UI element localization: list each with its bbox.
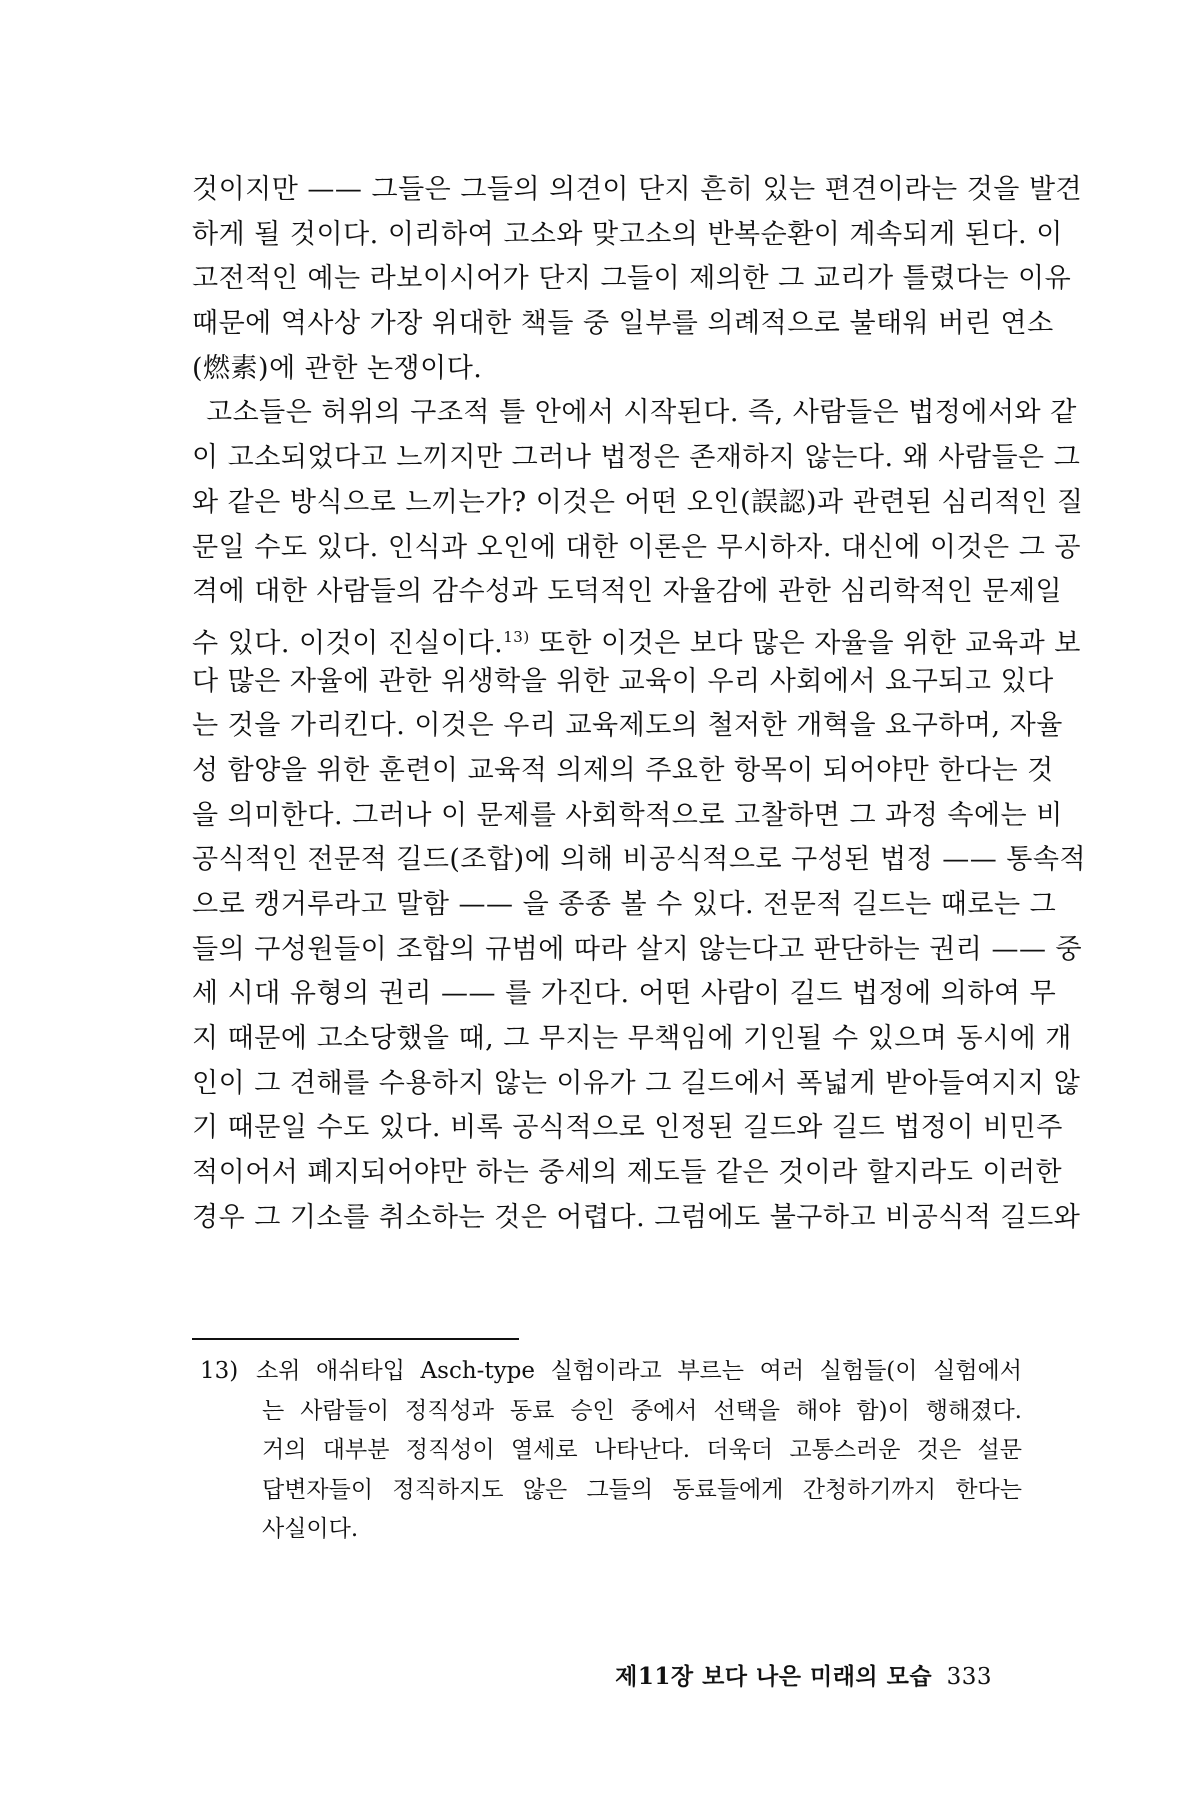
footnote-line-3: 거의 대부분 정직성이 열세로 나타난다. 더욱더 고통스러운 것은 설문 (262, 1437, 1022, 1463)
text-line-12: 다 많은 자율에 관한 위생학을 위한 교육이 우리 사회에서 요구되고 있다 (192, 665, 1054, 697)
footnote-text-1: 소위 애쉬타입 Asch-type 실험이라고 부르는 여러 실험들(이 실험에서 (256, 1358, 1022, 1384)
footnote-line-2: 는 사람들이 정직성과 동료 승인 중에서 선택을 해야 함)이 행해졌다. (262, 1397, 1022, 1424)
text-line-14: 성 함양을 위한 훈련이 교육적 의제의 주요한 항목이 되어야만 한다는 것 (192, 754, 1054, 786)
text-line-15: 을 의미한다. 그러나 이 문제를 사회학적으로 고찰하면 그 과정 속에는 비 (192, 799, 1063, 831)
main-text-block (192, 168, 1087, 1241)
text-line-11-end: 또한 이것은 보다 많은 자율을 위한 교육과 보 (529, 627, 1081, 659)
text-line-17: 으로 캥거루라고 말함 —— 을 종종 볼 수 있다. 전문적 길드는 때로는 그 (192, 889, 1057, 920)
footnote-reference[interactable]: 13) (503, 627, 530, 646)
page-number: 333 (946, 1664, 992, 1690)
footnote-line-1 (200, 1352, 1022, 1392)
footnote-separator (192, 1338, 519, 1340)
text-line-22: 기 때문일 수도 있다. 비록 공식적으로 인정된 길드와 길드 법정이 비민주 (192, 1112, 1063, 1144)
text-line-21: 인이 그 견해를 수용하지 않는 이유가 그 길드에서 폭넓게 받아들여지지 않 (192, 1067, 1081, 1099)
text-line-20: 지 때문에 고소당했을 때, 그 무지는 무책임에 기인될 수 있으며 동시에 개 (192, 1023, 1072, 1055)
text-line-10: 격에 대한 사람들의 감수성과 도덕적인 자율감에 관한 심리학적인 문제일 (192, 576, 1063, 608)
text-line-11-start: 수 있다. 이것이 진실이다. (192, 627, 504, 659)
text-line-4: 때문에 역사상 가장 위대한 책들 중 일부를 의례적으로 불태워 버린 연소 (192, 308, 1054, 340)
footnote-number: 13) (200, 1358, 239, 1384)
text-line-3: 고전적인 예는 라보이시어가 단지 그들이 제의한 그 교리가 틀렸다는 이유 (192, 263, 1072, 295)
text-line-2: 하게 될 것이다. 이리하여 고소와 맞고소의 반복순환이 계속되게 된다. 이 (192, 218, 1063, 250)
footnote-line-4: 답변자들이 정직하지도 않은 그들의 동료들에게 간청하기까지 한다는 (262, 1476, 1022, 1503)
text-line-24: 경우 그 기소를 취소하는 것은 어렵다. 그럼에도 불구하고 비공식적 길드와 (192, 1201, 1081, 1233)
footnote-line-5: 사실이다. (262, 1516, 359, 1542)
text-line-23: 적이어서 폐지되어야만 하는 중세의 제도들 같은 것이라 할지라도 이러한 (192, 1157, 1063, 1189)
text-line-7: 이 고소되었다고 느끼지만 그러나 법정은 존재하지 않는다. 왜 사람들은 그 (192, 442, 1081, 474)
footnote-block (200, 1352, 1022, 1550)
chapter-title: 제11장 보다 나은 미래의 모습 (615, 1663, 933, 1690)
text-line-9: 문일 수도 있다. 인식과 오인에 대한 이론은 무시하자. 대신에 이것은 그 공 (192, 531, 1081, 563)
text-line-13: 는 것을 가리킨다. 이것은 우리 교육제도의 철저한 개혁을 요구하며, 자율 (192, 710, 1063, 742)
text-line-19: 세 시대 유형의 권리 —— 를 가진다. 어떤 사람이 길드 법정에 의하여 무 (192, 978, 1057, 1010)
text-line-16: 공식적인 전문적 길드(조합)에 의해 비공식적으로 구성된 법정 —— 통속적 (192, 844, 1087, 876)
running-footer (615, 1658, 992, 1691)
text-line-8: 와 같은 방식으로 느끼는가? 이것은 어떤 오인(誤認)과 관련된 심리적인 질 (192, 486, 1084, 518)
text-line-11 (192, 615, 1081, 660)
text-line-5: (燃素)에 관한 논쟁이다. (192, 352, 483, 384)
text-line-1: 것이지만 —— 그들은 그들의 의견이 단지 흔히 있는 편견이라는 것을 발견 (192, 174, 1083, 205)
text-line-18: 들의 구성원들이 조합의 규범에 따라 살지 않는다고 판단하는 권리 —— 중 (192, 933, 1083, 965)
text-line-6: 고소들은 허위의 구조적 틀 안에서 시작된다. 즉, 사람들은 법정에서와 같 (206, 397, 1077, 429)
